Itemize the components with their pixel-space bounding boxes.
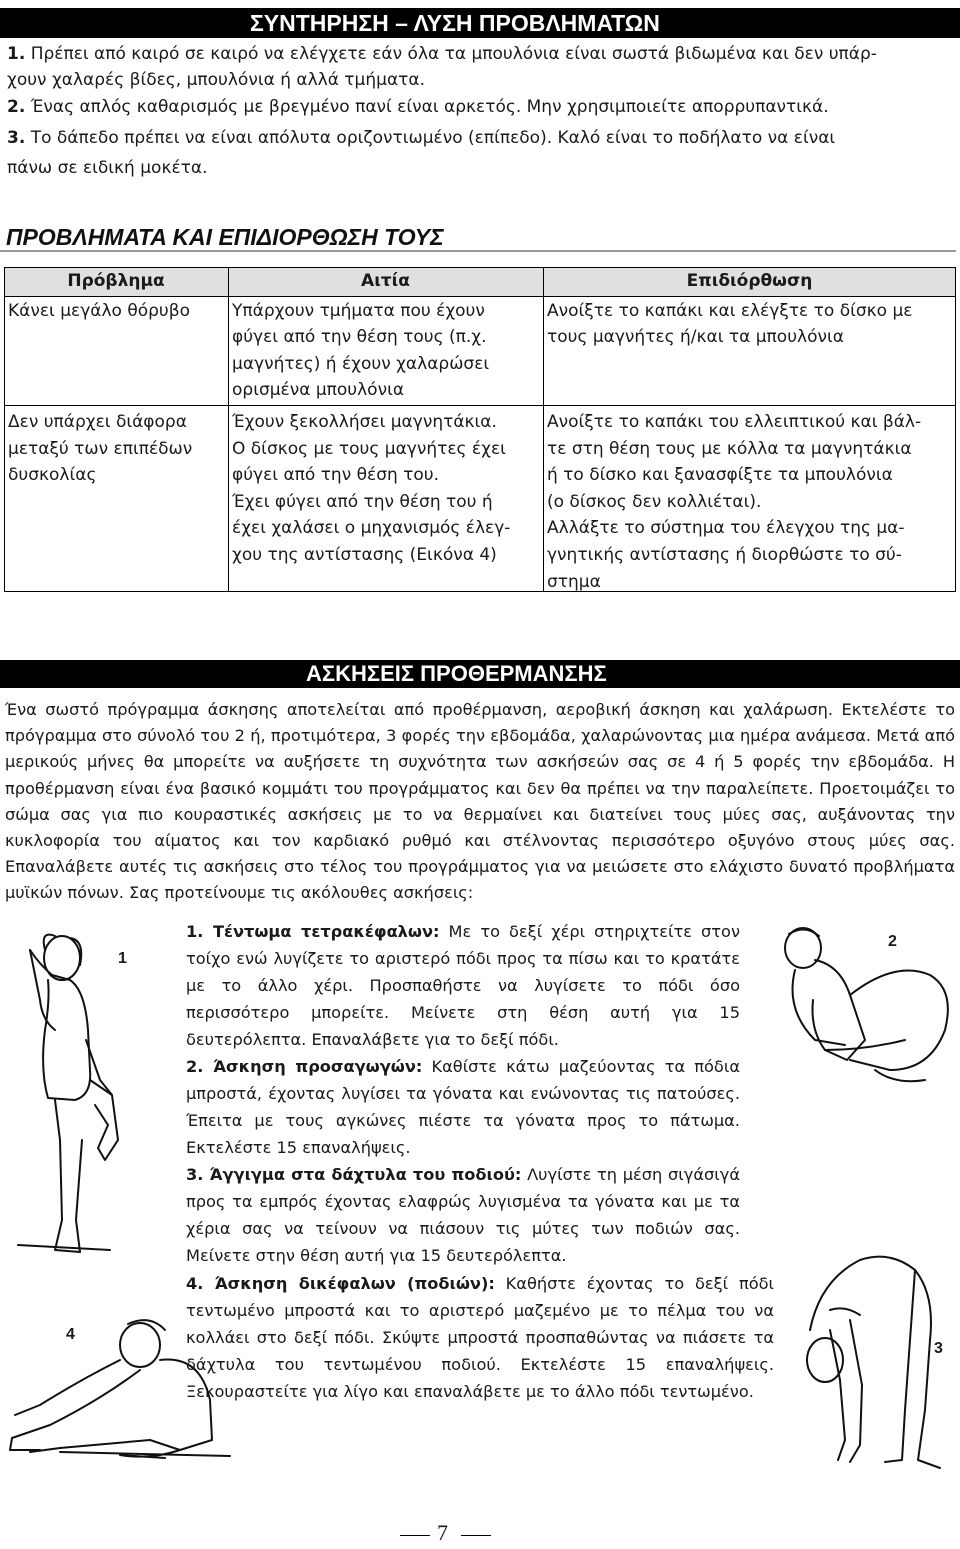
hamstring-stretch-figure	[0, 1300, 240, 1470]
header-problem: Πρόβλημα	[4, 267, 228, 296]
problems-title: ΠΡΟΒΛΗΜΑΤΑ ΚΑΙ ΕΠΙΔΙΟΡΘΩΣΗ ΤΟΥΣ	[6, 224, 444, 250]
problem-cell: Κάνει μεγάλο θόρυβο	[4, 296, 228, 405]
maintenance-item-1: 1. Πρέπει από καιρό σε καιρό να ελέγχετε εάν όλα τα μπουλόνια είναι σωστά βιδωμένα και δεν υπάρ-	[7, 44, 877, 64]
figure-label-1: 1	[118, 950, 127, 967]
warmup-title: ΑΣΚΗΣΕΙΣ ΠΡΟΘΕΡΜΑΝΣΗΣ	[306, 661, 607, 686]
warmup-title-bar	[0, 660, 960, 688]
page-number: 7	[437, 1520, 448, 1545]
cause-cell: Έχουν ξεκολλήσει μαγνητάκια. Ο δίσκος με τους μαγνήτες έχει φύγει από την θέση του. Έχει φύγει από την θέση του ή έχει χαλάσει ο μηχανισμός έλεγ- χου της αντίστασης (Εικόνα 4)	[232, 411, 511, 565]
section-divider	[0, 250, 956, 252]
maintenance-item-3-cont: πάνω σε ειδική μοκέτα.	[7, 158, 208, 178]
page-number-rule	[400, 1535, 430, 1536]
warmup-intro: Ένα σωστό πρόγραμμα άσκησης αποτελείται από προθέρμανση, αεροβική άσκηση και χαλάρωση. Εκτελέστε το πρόγραμμα στο σύνολό του 2 ή, προτιμότερα, 3 φορές την εβδομάδα, χαλαρώνοντας μια ημέρα ανάμεσα. Μετά από μερικούς μήνες θα μπορείτε να αυξήσετε τη συχνότητα των ασκήσεών σας σε 4 ή 5 φορές την εβδομάδα. Η προθέρμανση είναι ένα βασικό κομμάτι του προγράμματος και δεν θα πρέπει να την παραλείπετε. Προετοιμάζει το σώμα σας για πιο κουραστικές ασκήσεις με το να θερμαίνει και διατείνει τους μύες σας, αυξάνοντας την κυκλοφορία του αίματος και τον καρδιακό ρυθμό και στέλνοντας περισσότερο οξυγόνο στους μύες σας. Επαναλάβετε αυτές τις ασκήσεις στο τέλος του προγράμματος για να μειώσετε στο ελάχιστο δυνατό προβλήματα μυϊκών πόνων. Σας προτείνουμε τις ακόλουθες ασκήσεις:	[5, 700, 955, 903]
maintenance-item-3: 3. Το δάπεδο πρέπει να είναι απόλυτα οριζοντιωμένο (επίπεδο). Καλό είναι το ποδήλατο να είναι	[7, 128, 836, 148]
maintenance-item-1-cont: χουν χαλαρές βίδες, μπουλόνια ή αλλά τμήματα.	[7, 70, 426, 90]
fix-cell: Ανοίξτε το καπάκι του ελλειπτικού και βάλ- τε στη θέση τους με κόλλα τα μαγνητάκια ή το δίσκο και ξανασφίξτε τα μπουλόνια (ο δίσκος δεν κολλιέται). Αλλάξτε το σύστημα του έλεγχου της μα- γνητικής αντίστασης ή διορθώστε το σύ- στημα	[547, 411, 922, 592]
quad-stretch-figure	[0, 920, 180, 1260]
column-divider	[543, 267, 544, 592]
maintenance-item-2: 2. Ένας απλός καθαρισμός με βρεγμένο πανί είναι αρκετός. Μην χρησιμποιείτε απορρυπαντικά.	[7, 97, 829, 117]
header-fix: Επιδιόρθωση	[543, 267, 956, 296]
header-cause: Αιτία	[228, 267, 543, 296]
adductor-stretch-figure	[755, 920, 960, 1090]
cause-cell: Υπάρχουν τμήματα που έχουν φύγει από την θέση τους (π.χ. μαγνήτες) ή έχουν χαλαρώσει ορισμένα μπουλόνια	[228, 296, 543, 405]
maintenance-title-bar	[0, 8, 960, 38]
figure-label-3: 3	[934, 1340, 943, 1357]
table-row	[4, 296, 956, 405]
table-header-row	[4, 267, 956, 296]
fix-cell: Ανοίξτε το καπάκι και ελέγξτε το δίσκο με τους μαγνήτες ή/και τα μπουλόνια	[543, 296, 956, 405]
exercise-4: 4. Άσκηση δικέφαλων (ποδιών): Καθήστε έχοντας το δεξί πόδι τεντωμένο μπροστά και το αριστερό μαζεμένο με το πέλμα του να κολλάει στο δεξί πόδι. Σκύψτε μπροστά προσπαθώντας να πιάσετε τα δάχτυλα του τεντωμένου ποδιού. Εκτελέστε 15 επαναλήψεις. Ξεκουραστείτε για λίγο και επαναλάβετε με το άλλο πόδι τεντωμένο.	[186, 1274, 774, 1401]
page-number-rule	[461, 1535, 491, 1536]
exercise-2: 2. Άσκηση προσαγωγών: Καθίστε κάτω μαζεύοντας τα πόδια μπροστά, έχοντας λυγίσει τα γόνατα και ενώνοντας τις πατούσες. Έπειτα με τους αγκώνες πιέστε τα γόνατα προς το πάτωμα. Εκτελέστε 15 επαναλήψεις.	[186, 1057, 740, 1157]
figure-label-2: 2	[888, 933, 897, 950]
figure-label-4: 4	[66, 1326, 75, 1343]
exercise-3: 3. Άγγιγμα στα δάχτυλα του ποδιού: Λυγίστε τη μέση σιγάσιγά προς τα εμπρός έχοντας ελαφρώς λυγισμένα τα γόνατα και με τα χέρια σας να τείνουν να πιάσουν τις μύτες των ποδιών σας. Μείνετε στην θέση αυτή για 15 δευτερόλεπτα.	[186, 1165, 740, 1265]
exercise-1: 1. Τέντωμα τετρακέφαλων: Με το δεξί χέρι στηριχτείτε στον τοίχο ενώ λυγίζετε το αριστερό πόδι προς τα πίσω και το κρατάτε με το άλλο χέρι. Προσπαθήστε να λυγίσετε το πόδι όσο περισσότερο μπορείτε. Μείνετε στη θέση αυτή για 15 δευτερόλεπτα. Επαναλάβετε για το δεξί πόδι.	[186, 922, 740, 1049]
maintenance-title: ΣΥΝΤΗΡΗΣΗ – ΛΥΣΗ ΠΡΟΒΛΗΜΑΤΩΝ	[250, 10, 660, 36]
problems-table	[4, 267, 956, 601]
problem-cell: Δεν υπάρχει διάφορα μεταξύ των επιπέδων δυσκολίας	[8, 411, 193, 486]
table-row	[4, 405, 956, 601]
column-divider	[228, 267, 229, 592]
